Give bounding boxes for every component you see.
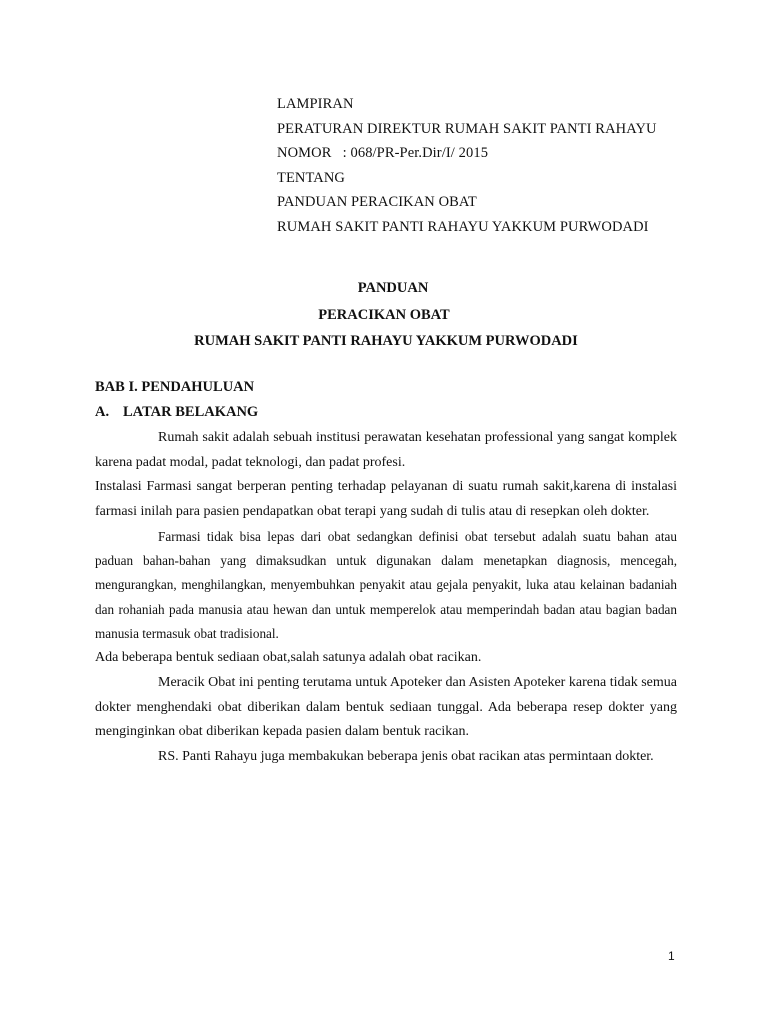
section-title: LATAR BELAKANG <box>123 404 259 420</box>
paragraph-definisi-obat: Farmasi tidak bisa lepas dari obat sedangkan definisi obat tersebut adalah suatu bahan atau paduan bahan-bahan yang dimaksudkan untuk digunakan dalam menetapkan diagnosis, mencegah, mengurangkan, menghilangkan, menyembuhkan penyakit atau gejala penyakit, luka atau kelainan badaniah dan rohaniah pada manusia atau hewan dan untuk memperelok atau memperindah badan atau bagian badan manusia termasuk obat tradisional. <box>95 528 677 641</box>
header-line-peraturan: PERATURAN DIREKTUR RUMAH SAKIT PANTI RAHAYU <box>277 120 657 137</box>
chapter-heading: BAB I. PENDAHULUAN <box>95 379 255 395</box>
header-line-panduan: PANDUAN PERACIKAN OBAT <box>277 194 477 210</box>
paragraph-rs-panti-rahayu: RS. Panti Rahayu juga membakukan beberapa jenis obat racikan atas permintaan dokter. <box>158 749 654 765</box>
section-letter: A. <box>95 404 110 420</box>
header-line-tentang: TENTANG <box>277 169 345 186</box>
header-line-lampiran: LAMPIRAN <box>277 96 354 112</box>
title-line-rumah-sakit: RUMAH SAKIT PANTI RAHAYU YAKKUM PURWODADI <box>194 333 578 349</box>
chapter-content <box>95 375 677 770</box>
paragraph-rumah-sakit: Rumah sakit adalah sebuah institusi perawatan kesehatan professional yang sangat komplek karena padat modal, padat teknologi, dan padat profesi. <box>95 430 677 470</box>
paragraph-meracik-obat: Meracik Obat ini penting terutama untuk Apoteker dan Asisten Apoteker karena tidak semua dokter menghendaki obat diberikan dalam bentuk sediaan tunggal. Ada beberapa resep dokter yang menginginkan obat diberikan kepada pasien dalam bentuk racikan. <box>95 675 677 740</box>
header-line-rumah-sakit: RUMAH SAKIT PANTI RAHAYU YAKKUM PURWODADI <box>277 218 649 235</box>
attachment-header <box>277 92 747 239</box>
paragraph-instalasi-farmasi: Instalasi Farmasi sangat berperan penting terhadap pelayanan di suatu rumah sakit,karena di instalasi farmasi inilah para pasien pendapatkan obat terapi yang sudah di tulis atau di resepkan oleh dokter. <box>95 479 677 520</box>
title-line-panduan: PANDUAN <box>357 280 429 296</box>
section-heading <box>95 399 677 425</box>
title-line-peracikan: PERACIKAN OBAT <box>318 306 450 323</box>
header-line-nomor: NOMOR : 068/PR-Per.Dir/I/ 2015 <box>277 145 489 161</box>
page-number: 1 <box>668 949 675 963</box>
document-title <box>0 275 768 355</box>
paragraph-bentuk-sediaan: Ada beberapa bentuk sediaan obat,salah satunya adalah obat racikan. <box>95 650 482 666</box>
